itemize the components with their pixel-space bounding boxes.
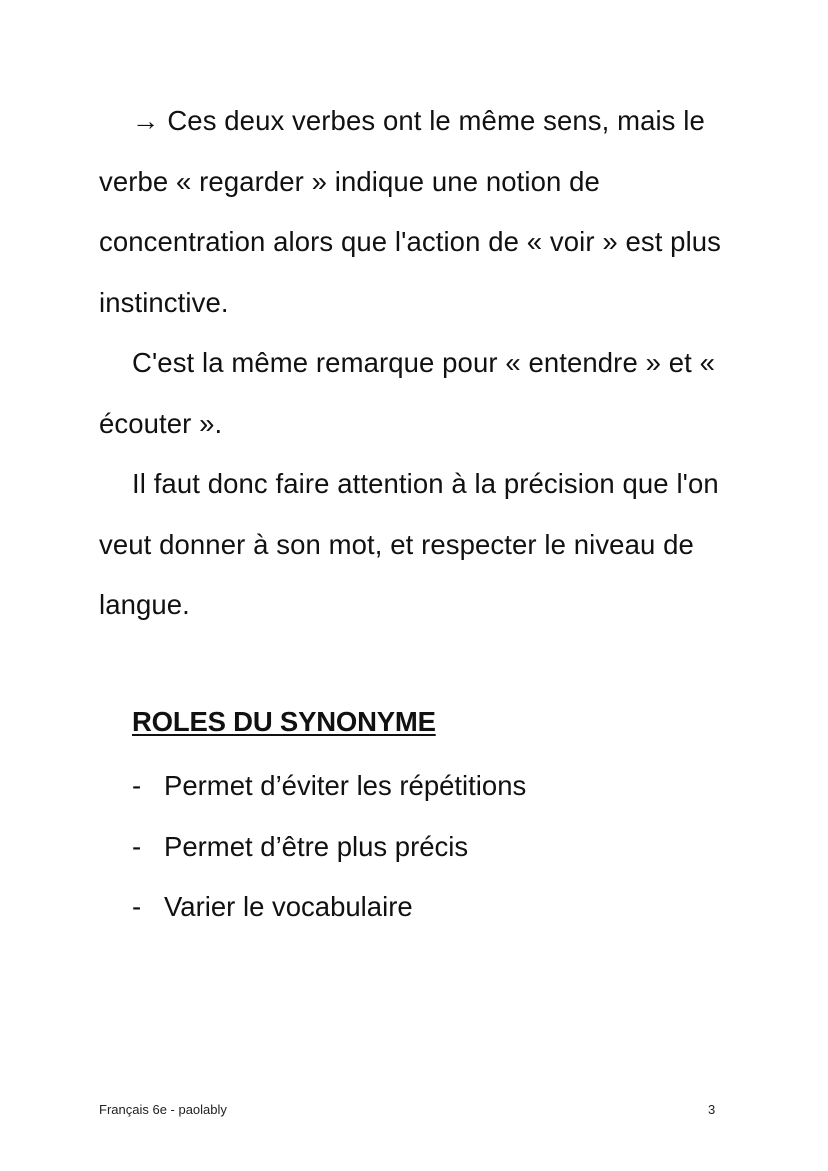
page-number: 3 [708, 1102, 716, 1117]
paragraph-lead: C'est la même remarque pour « entendre » [132, 347, 661, 378]
paragraph-same-remark [99, 333, 739, 454]
dash-bullet: - [132, 830, 142, 862]
synonym-roles-list [132, 756, 526, 938]
paragraph-lead: → Ces deux verbes ont le même sens, mais [132, 105, 676, 136]
section-heading: ROLES DU SYNONYME [132, 706, 436, 737]
list-item-text: Varier le vocabulaire [164, 891, 413, 922]
paragraph-verbs-meaning [99, 91, 739, 333]
list-item [132, 817, 526, 878]
list-item [132, 756, 526, 817]
dash-bullet: - [132, 770, 142, 801]
dash-bullet: - [132, 891, 142, 922]
footer-title: Français 6e - paolably [99, 1102, 227, 1117]
list-item-text: Permet d’être plus précis [164, 830, 469, 862]
paragraph-lead: Il faut donc faire attention à la précision que [132, 468, 669, 499]
paragraph-precision [99, 454, 739, 636]
paragraph-text: le verbe « regarder » indique une notion de concentration alors que l'action de « voir » est plus instinctive. [99, 105, 722, 318]
list-item [132, 877, 526, 938]
paragraph-text: et « écouter ». [99, 347, 716, 439]
list-item-text: Permet d’éviter les répétitions [164, 770, 527, 801]
paragraph-text: l'on veut donner à son mot, et respecter le niveau de langue. [99, 468, 719, 620]
